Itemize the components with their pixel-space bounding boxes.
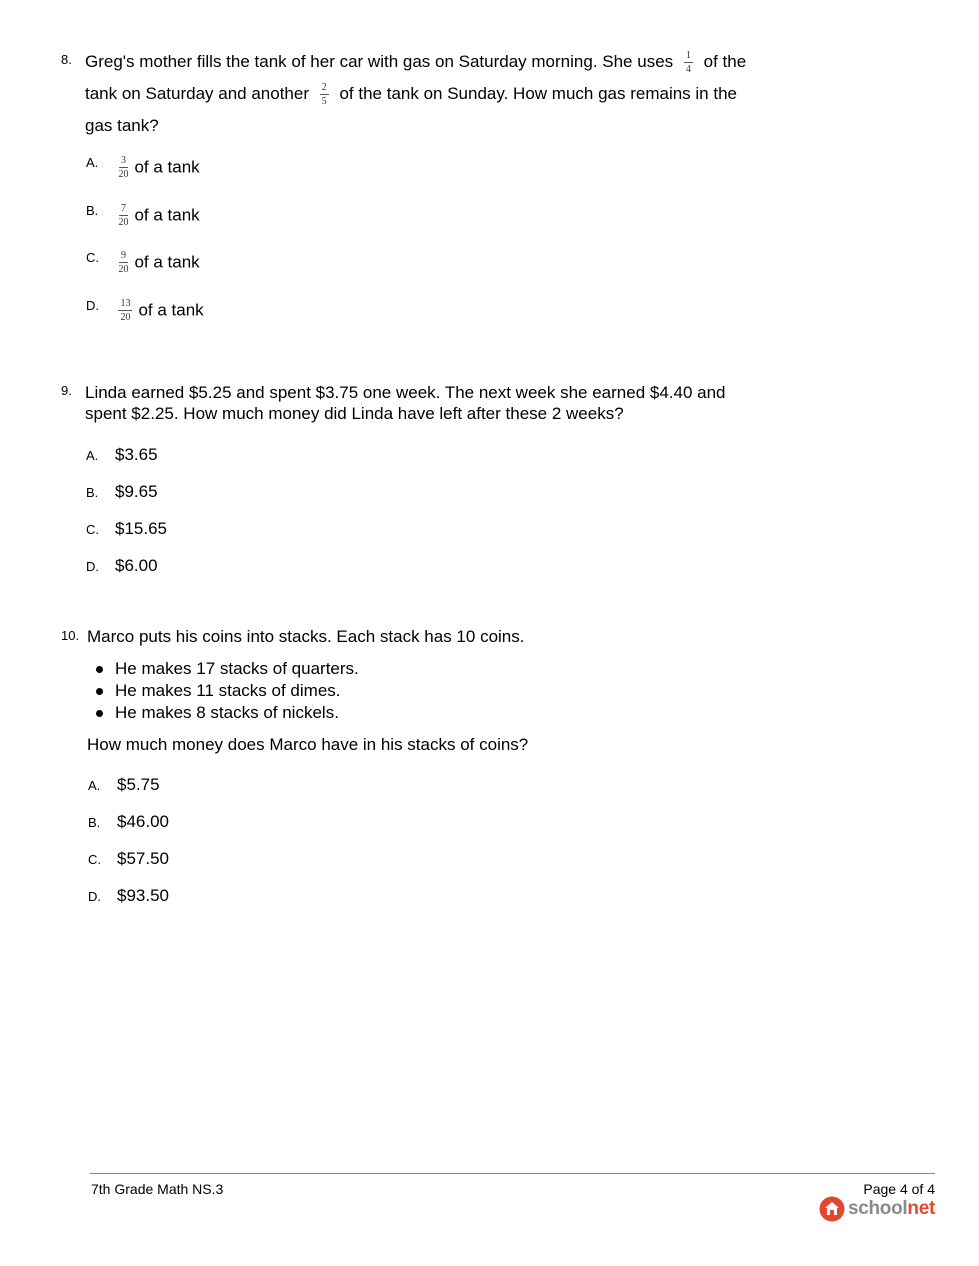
option-text: $9.65 — [115, 482, 158, 501]
list-item: He makes 11 stacks of dimes. — [87, 680, 359, 702]
fraction — [118, 155, 128, 180]
fraction-denominator: 4 — [685, 64, 691, 76]
answer-option-d[interactable] — [86, 298, 204, 323]
answer-option-c[interactable] — [86, 519, 167, 539]
option-label: B. — [86, 203, 99, 218]
option-label: D. — [86, 298, 99, 313]
logo-text-net: net — [907, 1198, 935, 1219]
fraction-denominator: 20 — [118, 217, 129, 228]
question-text-line: Linda earned $5.25 and spent $3.75 one week. The next week she earned $4.40 and — [85, 383, 726, 402]
option-text: of a tank — [134, 205, 200, 225]
option-text: $3.65 — [115, 445, 158, 464]
question-text-line: spent $2.25. How much money did Linda have left after these 2 weeks? — [85, 404, 624, 423]
option-label: C. — [86, 250, 99, 265]
option-text: of a tank — [138, 300, 204, 320]
option-label: D. — [88, 889, 101, 904]
question-text — [85, 46, 785, 142]
answer-option-d[interactable] — [88, 886, 169, 906]
answer-option-b[interactable] — [86, 203, 200, 228]
fraction-numerator: 2 — [321, 82, 327, 94]
fraction — [684, 50, 693, 75]
option-label: A. — [86, 448, 99, 463]
fraction-numerator: 9 — [120, 250, 126, 261]
question-text-part: Greg's mother fills the tank of her car with gas on Saturday morning. She uses — [85, 52, 674, 71]
fraction-denominator: 20 — [118, 169, 129, 180]
option-text: $57.50 — [117, 849, 169, 868]
fraction-numerator: 1 — [685, 50, 691, 62]
question-text-part: gas tank? — [85, 116, 159, 135]
list-item: He makes 17 stacks of quarters. — [87, 658, 359, 680]
fraction-denominator: 20 — [120, 312, 131, 323]
schoolnet-logo — [819, 1196, 935, 1222]
answer-option-a[interactable] — [86, 445, 158, 465]
option-label: B. — [88, 815, 101, 830]
footer-title: 7th Grade Math NS.3 — [91, 1181, 224, 1197]
fraction — [118, 250, 128, 275]
question-text — [85, 382, 785, 424]
answer-option-d[interactable] — [86, 556, 158, 576]
question-text-part: tank on Saturday and another — [85, 84, 309, 103]
option-label: C. — [88, 852, 101, 867]
option-label: C. — [86, 522, 99, 537]
fraction-numerator: 3 — [120, 155, 126, 166]
option-text: $93.50 — [117, 886, 169, 905]
fraction-denominator: 5 — [321, 96, 327, 108]
question-prompt: How much money does Marco have in his stacks of coins? — [87, 735, 529, 754]
option-text: $6.00 — [115, 556, 158, 575]
answer-option-b[interactable] — [86, 482, 158, 502]
question-number: 10. — [61, 628, 80, 643]
option-text: of a tank — [134, 157, 200, 177]
option-text: $46.00 — [117, 812, 169, 831]
option-label: D. — [86, 559, 99, 574]
logo-text — [848, 1198, 935, 1220]
option-label: B. — [86, 485, 99, 500]
question-number: 8. — [61, 52, 72, 67]
answer-option-c[interactable] — [88, 849, 169, 869]
fraction-numerator: 7 — [120, 203, 126, 214]
question-text-part: of the tank on Sunday. How much gas remains in the — [339, 84, 737, 103]
answer-option-a[interactable] — [86, 155, 200, 180]
question-text-part: of the — [703, 52, 747, 71]
page-number: Page 4 of 4 — [863, 1181, 935, 1197]
fraction — [118, 298, 132, 323]
footer-divider — [90, 1173, 935, 1174]
answer-option-a[interactable] — [88, 775, 160, 795]
option-label: A. — [88, 778, 101, 793]
fraction — [320, 82, 329, 107]
list-item: He makes 8 stacks of nickels. — [87, 702, 359, 724]
fraction — [118, 203, 128, 228]
answer-option-c[interactable] — [86, 250, 200, 275]
option-text: $5.75 — [117, 775, 160, 794]
fraction-numerator: 13 — [120, 298, 131, 309]
option-label: A. — [86, 155, 99, 170]
bullet-list — [87, 658, 359, 724]
option-text: of a tank — [134, 252, 200, 272]
house-icon — [819, 1196, 845, 1222]
option-text: $15.65 — [115, 519, 167, 538]
logo-text-school: school — [847, 1198, 908, 1219]
answer-option-b[interactable] — [88, 812, 169, 832]
question-number: 9. — [61, 383, 72, 398]
fraction-denominator: 20 — [118, 264, 129, 275]
question-intro: Marco puts his coins into stacks. Each stack has 10 coins. — [87, 627, 525, 646]
